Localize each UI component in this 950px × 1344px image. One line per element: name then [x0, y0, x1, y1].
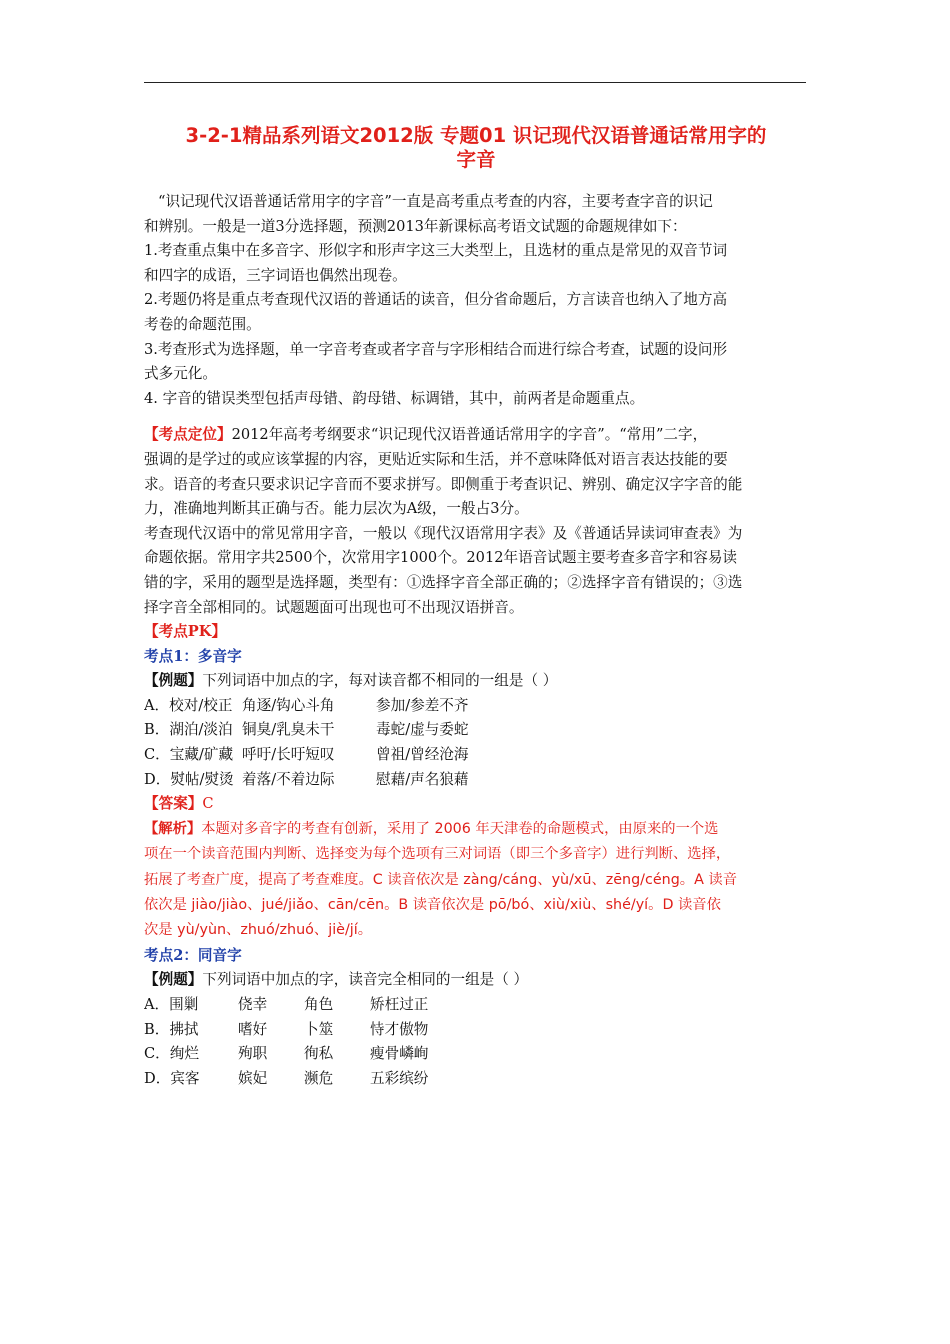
option-row	[144, 1067, 808, 1092]
option-word: A．围剿	[144, 996, 199, 1014]
option-row	[144, 993, 808, 1018]
option-word: 参加/参差不齐	[376, 696, 469, 714]
option-word: 曾祖/曾经沧海	[376, 746, 469, 764]
option-word: 卜筮	[304, 1020, 334, 1038]
positioning-line: 择字音全部相同的。试题题面可出现也可不出现汉语拼音。	[144, 598, 524, 616]
positioning-line: 错的字，采用的题型是选择题，类型有：①选择字音全部正确的；②选择字音有错误的；③选	[144, 573, 743, 591]
positioning-section	[144, 423, 808, 620]
option-word: 角逐/钩心斗角	[242, 696, 335, 714]
positioning-line: 考查现代汉语中的常见常用字音，一般以《现代汉语常用字表》及《普通话异读词审查表》为	[144, 524, 743, 542]
point2-question	[144, 968, 808, 993]
option-row	[144, 718, 808, 743]
option-row	[144, 694, 808, 719]
option-word: 矫枉过正	[370, 996, 429, 1014]
intro-line: 考卷的命题范围。	[144, 315, 261, 333]
analysis-block	[144, 817, 808, 944]
option-word: 慰藉/声名狼藉	[376, 770, 469, 788]
analysis-line: 次是 yù/yùn、zhuó/zhuó、jiè/jí。	[144, 922, 373, 939]
analysis-line: 拓展了考查广度，提高了考查难度。C 读音依次是 zàng/cáng、yù/xū、zēng/céng。A 读音	[144, 871, 737, 888]
analysis-text: 本题对多音字的考查有创新，采用了 2006 年天津卷的命题模式，由原来的一个选	[201, 820, 719, 837]
intro-line: 3.考查形式为选择题，单一字音考查或者字音与字形相结合而进行综合考查，试题的设问形	[144, 340, 728, 358]
option-word: 五彩缤纷	[370, 1069, 429, 1087]
option-word: 瘦骨嶙峋	[370, 1045, 429, 1063]
option-word: 嫔妃	[238, 1069, 268, 1087]
option-word: 角色	[304, 996, 334, 1014]
positioning-line: 力，准确地判断其正确与否。能力层次为A级，一般占3分。	[144, 500, 529, 518]
option-word: 着落/不着边际	[242, 770, 335, 788]
intro-line: “识记现代汉语普通话常用字的字音”一直是高考重点考查的内容，主要考查字音的识记	[158, 193, 713, 210]
option-word: D．熨帖/熨烫	[144, 770, 234, 788]
positioning-first-text: 2012年高考考纲要求“识记现代汉语普通话常用字的字音”。“常用”二字，	[231, 426, 708, 444]
header-rule	[144, 82, 806, 83]
title-line-1: 3-2-1精品系列语文2012版 专题01 识记现代汉语普通话常用字的	[185, 124, 767, 147]
analysis-tag: 【解析】	[144, 820, 202, 837]
option-word: C．绚烂	[144, 1045, 199, 1063]
positioning-line: 命题依据。常用字共2500个，次常用字1000个。2012年语音试题主要考查多音字和容易读	[144, 549, 738, 567]
option-word: 殉职	[238, 1045, 268, 1063]
document-body	[144, 190, 808, 1091]
option-word: 毒蛇/虚与委蛇	[376, 721, 469, 739]
option-row	[144, 743, 808, 768]
option-row	[144, 1018, 808, 1043]
option-word: B．拂拭	[144, 1020, 199, 1038]
intro-line: 和辨别。一般是一道3分选择题，预测2013年新课标高考语文试题的命题规律如下：	[144, 217, 687, 235]
intro-line: 2.考题仍将是重点考查现代汉语的普通话的读音，但分省命题后，方言读音也纳入了地方高	[144, 291, 728, 309]
point2-section	[144, 944, 808, 1092]
intro-line: 式多元化。	[144, 365, 217, 383]
intro-section	[144, 190, 808, 411]
option-word: 侥幸	[238, 996, 268, 1014]
option-word: 恃才傲物	[370, 1020, 429, 1038]
positioning-tag: 【考点定位】	[144, 426, 232, 444]
positioning-line: 强调的是学过的或应该掌握的内容，更贴近实际和生活，并不意味降低对语言表达技能的要	[144, 450, 728, 468]
question-text: 下列词语中加点的字，每对读音都不相同的一组是（ ）	[202, 672, 558, 690]
point1-question	[144, 669, 808, 694]
analysis-line: 项在一个读音范围内判断、选择变为每个选项有三对词语（即三个多音字）进行判断、选择，	[144, 846, 731, 863]
answer-tag: 【答案】	[144, 795, 203, 813]
option-word: C．宝藏/矿藏	[144, 746, 234, 764]
analysis-line	[144, 817, 808, 842]
example-tag: 【例题】	[144, 672, 203, 690]
option-word: B．湖泊/淡泊	[144, 721, 233, 739]
point1-heading: 考点1：多音字	[144, 647, 242, 665]
option-word: 铜臭/乳臭未干	[242, 721, 335, 739]
option-word: 徇私	[304, 1045, 334, 1063]
point2-heading: 考点2：同音字	[144, 946, 242, 964]
question-text: 下列词语中加点的字，读音完全相同的一组是（ ）	[202, 971, 529, 989]
intro-line: 和四字的成语，三字词语也偶然出现卷。	[144, 266, 407, 284]
title-line-2: 字音	[456, 148, 496, 171]
option-word: D．宾客	[144, 1069, 200, 1087]
intro-line: 4. 字音的错误类型包括声母错、韵母错、标调错，其中，前两者是命题重点。	[144, 389, 645, 407]
option-row	[144, 768, 808, 793]
option-word: 呼吁/长吁短叹	[242, 746, 335, 764]
example-tag: 【例题】	[144, 971, 203, 989]
analysis-line: 依次是 jiào/jiào、jué/jiǎo、cān/cēn。B 读音依次是 pō/bó、xiù/xiù、shé/yí。D 读音依	[144, 897, 721, 914]
intro-line: 1.考查重点集中在多音字、形似字和形声字这三大类型上，且选材的重点是常见的双音节词	[144, 242, 728, 260]
option-word: 嗜好	[238, 1020, 268, 1038]
pk-tag: 【考点PK】	[144, 623, 227, 641]
option-word: A．校对/校正	[144, 696, 233, 714]
option-row	[144, 1042, 808, 1067]
answer-value: C	[202, 795, 214, 813]
document-title	[140, 124, 812, 172]
point1-section	[144, 645, 808, 944]
positioning-line: 求。语音的考查只要求识记字音而不要求拼写。即侧重于考查识记、辨别、确定汉字字音的能	[144, 475, 743, 493]
option-word: 濒危	[304, 1069, 334, 1087]
answer-line	[144, 792, 808, 817]
positioning-first-line	[144, 423, 808, 448]
